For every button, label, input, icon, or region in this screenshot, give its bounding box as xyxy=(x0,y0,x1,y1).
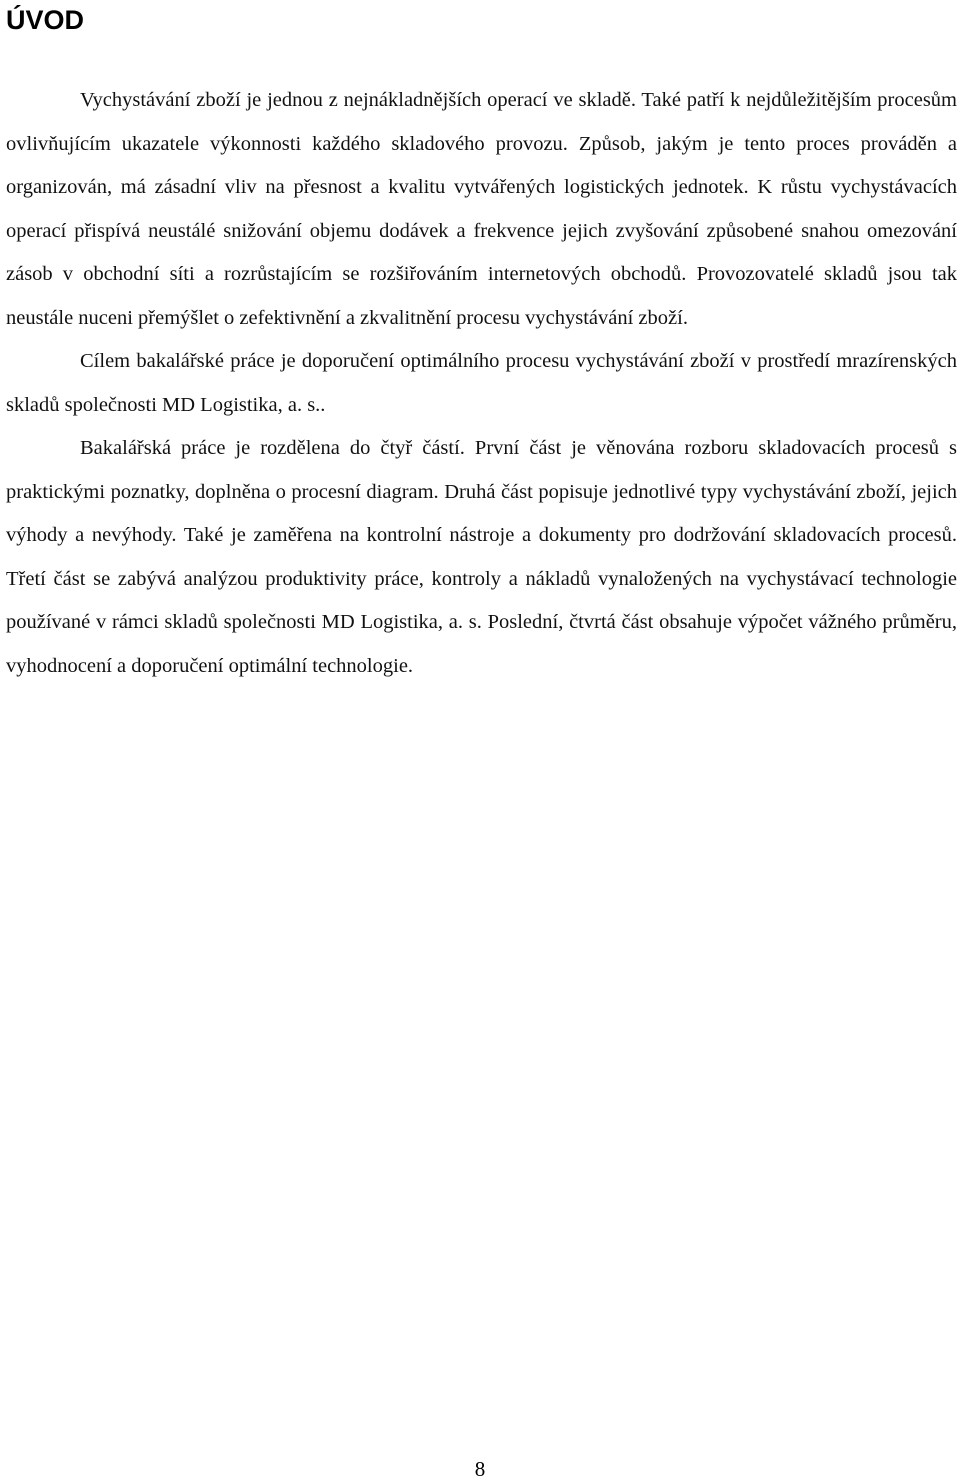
section-heading: ÚVOD xyxy=(6,5,85,35)
paragraph-introduction: Vychystávání zboží je jednou z nejnákladnějších operací ve skladě. Také patří k nejdůležitějším procesům ovlivňujícím ukazatele výkonnosti každého skladového provozu. Způsob, jakým je tento proces prováděn a organizován, má zásadní vliv na přesnost a kvalitu vytvářených logistických jednotek. K růstu vychystávacích operací přispívá neustálé snižování objemu dodávek a frekvence jejich zvyšování způsobené snahou omezování zásob v obchodní síti a rozrůstajícím se rozšiřováním internetových obchodů. Provozovatelé skladů jsou tak neustále nuceni přemýšlet o zefektivnění a zkvalitnění procesu vychystávání zboží. xyxy=(6,89,957,329)
page-number: 8 xyxy=(474,1457,486,1481)
body-text xyxy=(6,79,957,688)
paragraph-structure: Bakalářská práce je rozdělena do čtyř částí. První část je věnována rozboru skladovacích procesů s praktickými poznatky, doplněna o procesní diagram. Druhá část popisuje jednotlivé typy vychystávání zboží, jejich výhody a nevýhody. Také je zaměřena na kontrolní nástroje a dokumenty pro dodržování skladovacích procesů. Třetí část se zabývá analýzou produktivity práce, kontroly a nákladů vynaložených na vychystávací technologie používané v rámci skladů společnosti MD Logistika, a. s. Poslední, čtvrtá část obsahuje výpočet vážného průměru, vyhodnocení a doporučení optimální technologie. xyxy=(6,437,957,677)
paragraph-objective: Cílem bakalářské práce je doporučení optimálního procesu vychystávání zboží v prostředí mrazírenských skladů společnosti MD Logistika, a. s.. xyxy=(6,350,957,416)
